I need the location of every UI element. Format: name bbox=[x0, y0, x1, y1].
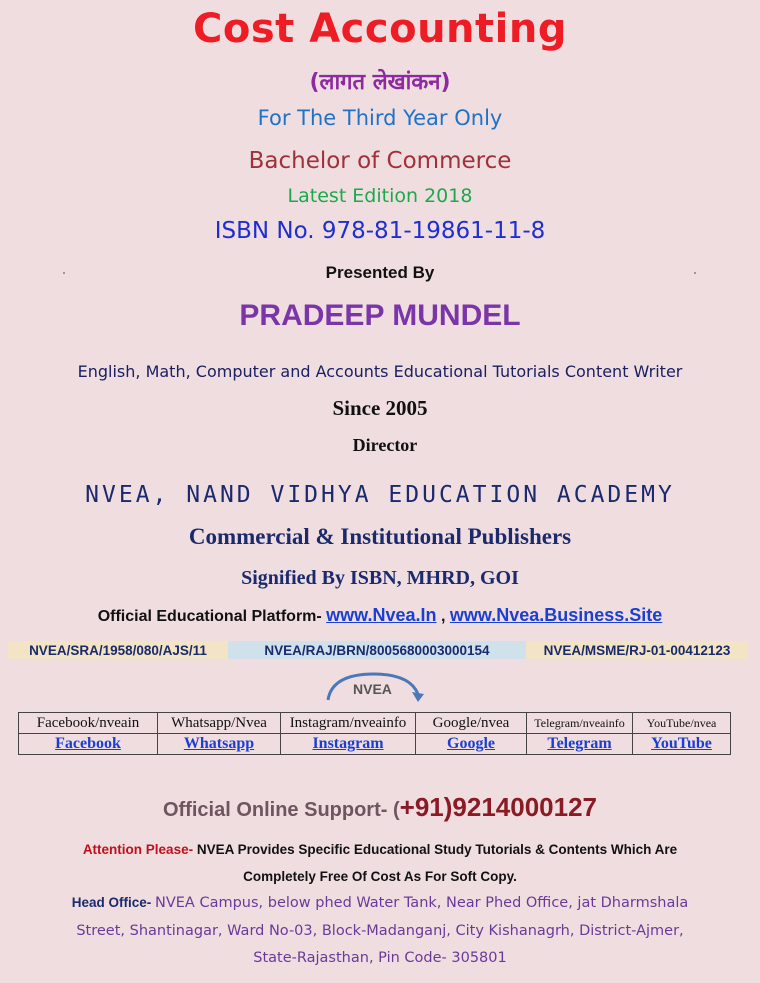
website-link-nvea-in[interactable]: www.Nvea.In bbox=[326, 605, 437, 625]
registration-brn: NVEA/RAJ/BRN/8005680003000154 bbox=[228, 641, 526, 659]
author-role: English, Math, Computer and Accounts Educational Tutorials Content Writer bbox=[77, 362, 683, 381]
instagram-link[interactable]: Instagram bbox=[281, 734, 416, 755]
google-handle: Google/nvea bbox=[416, 713, 527, 734]
publisher-type: Commercial & Institutional Publishers bbox=[188, 524, 572, 549]
isbn-line: ISBN No. 978-81-19861-11-8 bbox=[214, 218, 546, 244]
google-link[interactable]: Google bbox=[416, 734, 527, 755]
head-office-line bbox=[0, 895, 760, 911]
attention-line-2: Completely Free Of Cost As For Soft Copy. bbox=[243, 869, 517, 884]
hindi-title: (लागत लेखांकन) bbox=[309, 70, 451, 95]
youtube-link[interactable]: YouTube bbox=[633, 734, 731, 755]
social-links-row bbox=[19, 734, 731, 755]
social-links-table bbox=[18, 712, 731, 755]
registration-sra: NVEA/SRA/1958/080/AJS/11 bbox=[8, 641, 228, 659]
registration-msme: NVEA/MSME/RJ-01-00412123 bbox=[526, 641, 748, 659]
whatsapp-handle: Whatsapp/Nvea bbox=[158, 713, 281, 734]
platform-label: Official Educational Platform- bbox=[97, 608, 327, 625]
website-separator: , bbox=[436, 608, 450, 625]
presented-by: Presented By bbox=[325, 263, 435, 282]
author-name: PRADEEP MUNDEL bbox=[239, 299, 521, 332]
registration-bar bbox=[8, 641, 748, 659]
platform-line bbox=[0, 605, 760, 626]
youtube-handle: YouTube/nvea bbox=[633, 713, 731, 734]
head-office-address-3: State-Rajasthan, Pin Code- 305801 bbox=[253, 950, 507, 966]
attention-label: Attention Please- bbox=[82, 842, 197, 857]
whatsapp-link[interactable]: Whatsapp bbox=[158, 734, 281, 755]
head-office-label: Head Office- bbox=[71, 895, 155, 910]
instagram-handle: Instagram/nveainfo bbox=[281, 713, 416, 734]
head-office-address-2: Street, Shantinagar, Ward No-03, Block-Madanganj, City Kishanagrh, District-Ajmer, bbox=[76, 923, 684, 939]
since-line: Since 2005 bbox=[332, 396, 428, 420]
support-label: Official Online Support- ( bbox=[162, 799, 400, 821]
position-line: Director bbox=[352, 435, 418, 455]
facebook-link[interactable]: Facebook bbox=[19, 734, 158, 755]
social-handles-row bbox=[19, 713, 731, 734]
edition-line: Latest Edition 2018 bbox=[287, 185, 473, 207]
nvea-logo-text: NVEA bbox=[353, 681, 392, 697]
head-office-address-1: NVEA Campus, below phed Water Tank, Near Phed Office, jat Dharmshala bbox=[155, 895, 689, 911]
audience-line: For The Third Year Only bbox=[257, 106, 503, 130]
signified-line: Signified By ISBN, MHRD, GOI bbox=[241, 567, 519, 589]
support-line bbox=[0, 792, 760, 823]
degree-line: Bachelor of Commerce bbox=[248, 148, 512, 174]
website-link-business-site[interactable]: www.Nvea.Business.Site bbox=[449, 605, 663, 625]
telegram-link[interactable]: Telegram bbox=[527, 734, 633, 755]
facebook-handle: Facebook/nveain bbox=[19, 713, 158, 734]
academy-name: NVEA, NAND VIDHYA EDUCATION ACADEMY bbox=[85, 482, 675, 508]
attention-line bbox=[0, 842, 760, 857]
telegram-handle: Telegram/nveainfo bbox=[527, 713, 633, 734]
support-phone-number[interactable]: +91)9214000127 bbox=[399, 792, 598, 822]
attention-text: NVEA Provides Specific Educational Study Tutorials & Contents Which Are bbox=[196, 842, 678, 857]
book-title: Cost Accounting bbox=[193, 6, 567, 52]
